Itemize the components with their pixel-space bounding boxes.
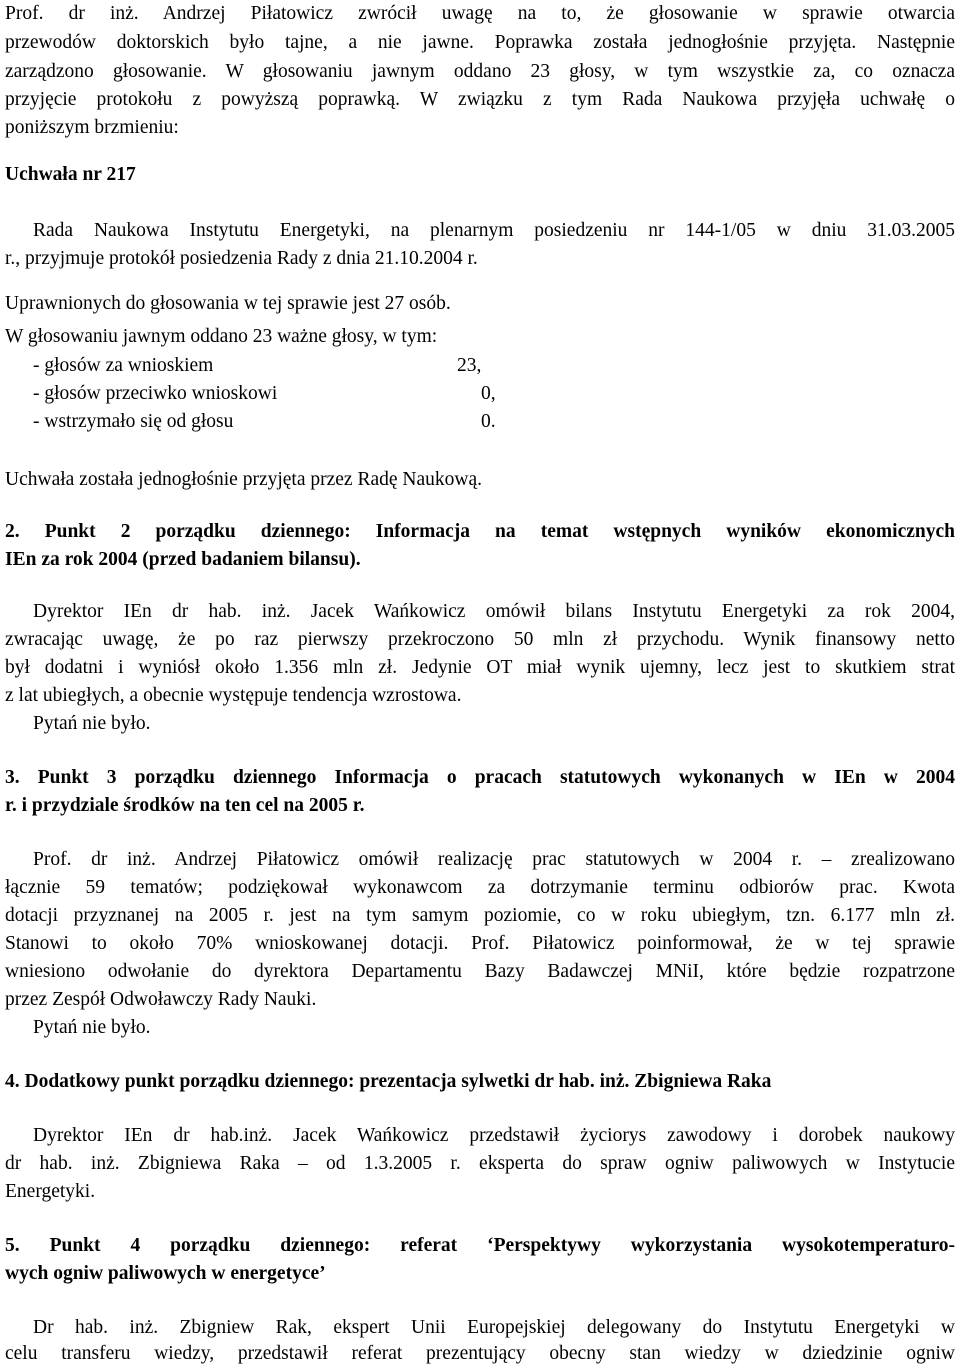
votes-intro: W głosowaniu jawnym oddano 23 ważne głosy, w tym: bbox=[5, 326, 438, 347]
intro-line: przyjęcie protokołu z powyższą poprawką. W związku z tym Rada Naukowa przyjęła uchwałę o bbox=[5, 89, 955, 110]
vote-label: - głosów przeciwko wnioskowi bbox=[33, 383, 278, 404]
point2-heading-line: IEn za rok 2004 (przed badaniem bilansu). bbox=[5, 549, 361, 570]
resolution-body-line: r., przyjmuje protokół posiedzenia Rady z dnia 21.10.2004 r. bbox=[5, 248, 478, 269]
resolution-body-line: Rada Naukowa Instytutu Energetyki, na plenarnym posiedzeniu nr 144-1/05 w dniu 31.03.2005 bbox=[33, 220, 955, 241]
point2-body-line: był dodatni i wyniósł około 1.356 mln zł. Jedynie OT miał wynik ujemny, lecz jest to skutkiem strat bbox=[5, 657, 955, 678]
resolution-title: Uchwała nr 217 bbox=[5, 164, 136, 185]
intro-line: Prof. dr inż. Andrzej Piłatowicz zwrócił uwagę na to, że głosowanie w sprawie otwarcia bbox=[5, 3, 955, 24]
point5-body-line: celu transferu wiedzy, przedstawił referat prezentujący obecny stan wiedzy w dziedzinie ogniw bbox=[5, 1343, 955, 1364]
vote-label: - głosów za wnioskiem bbox=[33, 355, 214, 376]
intro-line: zarządzono głosowanie. W głosowaniu jawnym oddano 23 głosy, w tym wszystkie za, co oznacza bbox=[5, 61, 955, 82]
point5-body-line: Dr hab. inż. Zbigniew Rak, ekspert Unii Europejskiej delegowany do Instytutu Energetyki w bbox=[33, 1317, 955, 1338]
point3-no-questions: Pytań nie było. bbox=[33, 1017, 151, 1038]
point2-no-questions: Pytań nie było. bbox=[33, 713, 151, 734]
vote-value: 23, bbox=[457, 355, 482, 376]
point4-body-line: Dyrektor IEn dr hab.inż. Jacek Wańkowicz przedstawił życiorys zawodowy i dorobek naukowy bbox=[33, 1125, 955, 1146]
vote-label: - wstrzymało się od głosu bbox=[33, 411, 234, 432]
point4-heading: 4. Dodatkowy punkt porządku dziennego: prezentacja sylwetki dr hab. inż. Zbigniewa Raka bbox=[5, 1071, 772, 1092]
point2-body-line: Dyrektor IEn dr hab. inż. Jacek Wańkowicz omówił bilans Instytutu Energetyki za rok 2004, bbox=[33, 601, 955, 622]
point2-body-line: z lat ubiegłych, a obecnie występuje tendencja wzrostowa. bbox=[5, 685, 462, 706]
point3-body-line: dotacji przyznanej na 2005 r. jest na tym samym poziomie, co w roku ubiegłym, tzn. 6.177 mln zł. bbox=[5, 905, 955, 926]
vote-value: 0. bbox=[481, 411, 496, 432]
point4-body-line: Energetyki. bbox=[5, 1181, 96, 1202]
point2-body-line: zwracając uwagę, że po raz pierwszy przekroczono 50 mln zł przychodu. Wynik finansowy netto bbox=[5, 629, 955, 650]
intro-line: poniższym brzmieniu: bbox=[5, 117, 179, 138]
point3-body-line: przez Zespół Odwoławczy Rady Nauki. bbox=[5, 989, 317, 1010]
point5-heading-line: 5. Punkt 4 porządku dziennego: referat ‘Perspektywy wykorzystania wysokotemperaturo- bbox=[5, 1235, 955, 1256]
point3-body-line: łącznie 59 tematów; podziękował wykonawcom za dotrzymanie terminu odbiorów prac. Kwota bbox=[5, 877, 955, 898]
point3-body-line: Prof. dr inż. Andrzej Piłatowicz omówił realizację prac statutowych w 2004 r. – zrealizowano bbox=[33, 849, 955, 870]
point3-body-line: Stanowi to około 70% wnioskowanej dotacji. Prof. Piłatowicz poinformował, że w tej sprawie bbox=[5, 933, 955, 954]
eligible-voters: Uprawnionych do głosowania w tej sprawie jest 27 osób. bbox=[5, 293, 451, 314]
vote-value: 0, bbox=[481, 383, 496, 404]
point3-heading-line: r. i przydziale środków na ten cel na 2005 r. bbox=[5, 795, 365, 816]
point4-body-line: dr hab. inż. Zbigniewa Raka – od 1.3.2005 r. eksperta do spraw ogniw paliwowych w Instytucie bbox=[5, 1153, 955, 1174]
point3-heading-line: 3. Punkt 3 porządku dziennego Informacja o pracach statutowych wykonanych w IEn w 2004 bbox=[5, 767, 955, 788]
point2-heading-line: 2. Punkt 2 porządku dziennego: Informacja na temat wstępnych wyników ekonomicznych bbox=[5, 521, 955, 542]
intro-line: przewodów doktorskich było tajne, a nie jawne. Poprawka została jednogłośnie przyjęta. Następnie bbox=[5, 32, 955, 53]
point3-body-line: wniesiono odwołanie do dyrektora Departamentu Bazy Badawczej MNiI, które będzie rozpatrzone bbox=[5, 961, 955, 982]
point5-heading-line: wych ogniw paliwowych w energetyce’ bbox=[5, 1263, 326, 1284]
resolution-result: Uchwała została jednogłośnie przyjęta przez Radę Naukową. bbox=[5, 469, 483, 490]
